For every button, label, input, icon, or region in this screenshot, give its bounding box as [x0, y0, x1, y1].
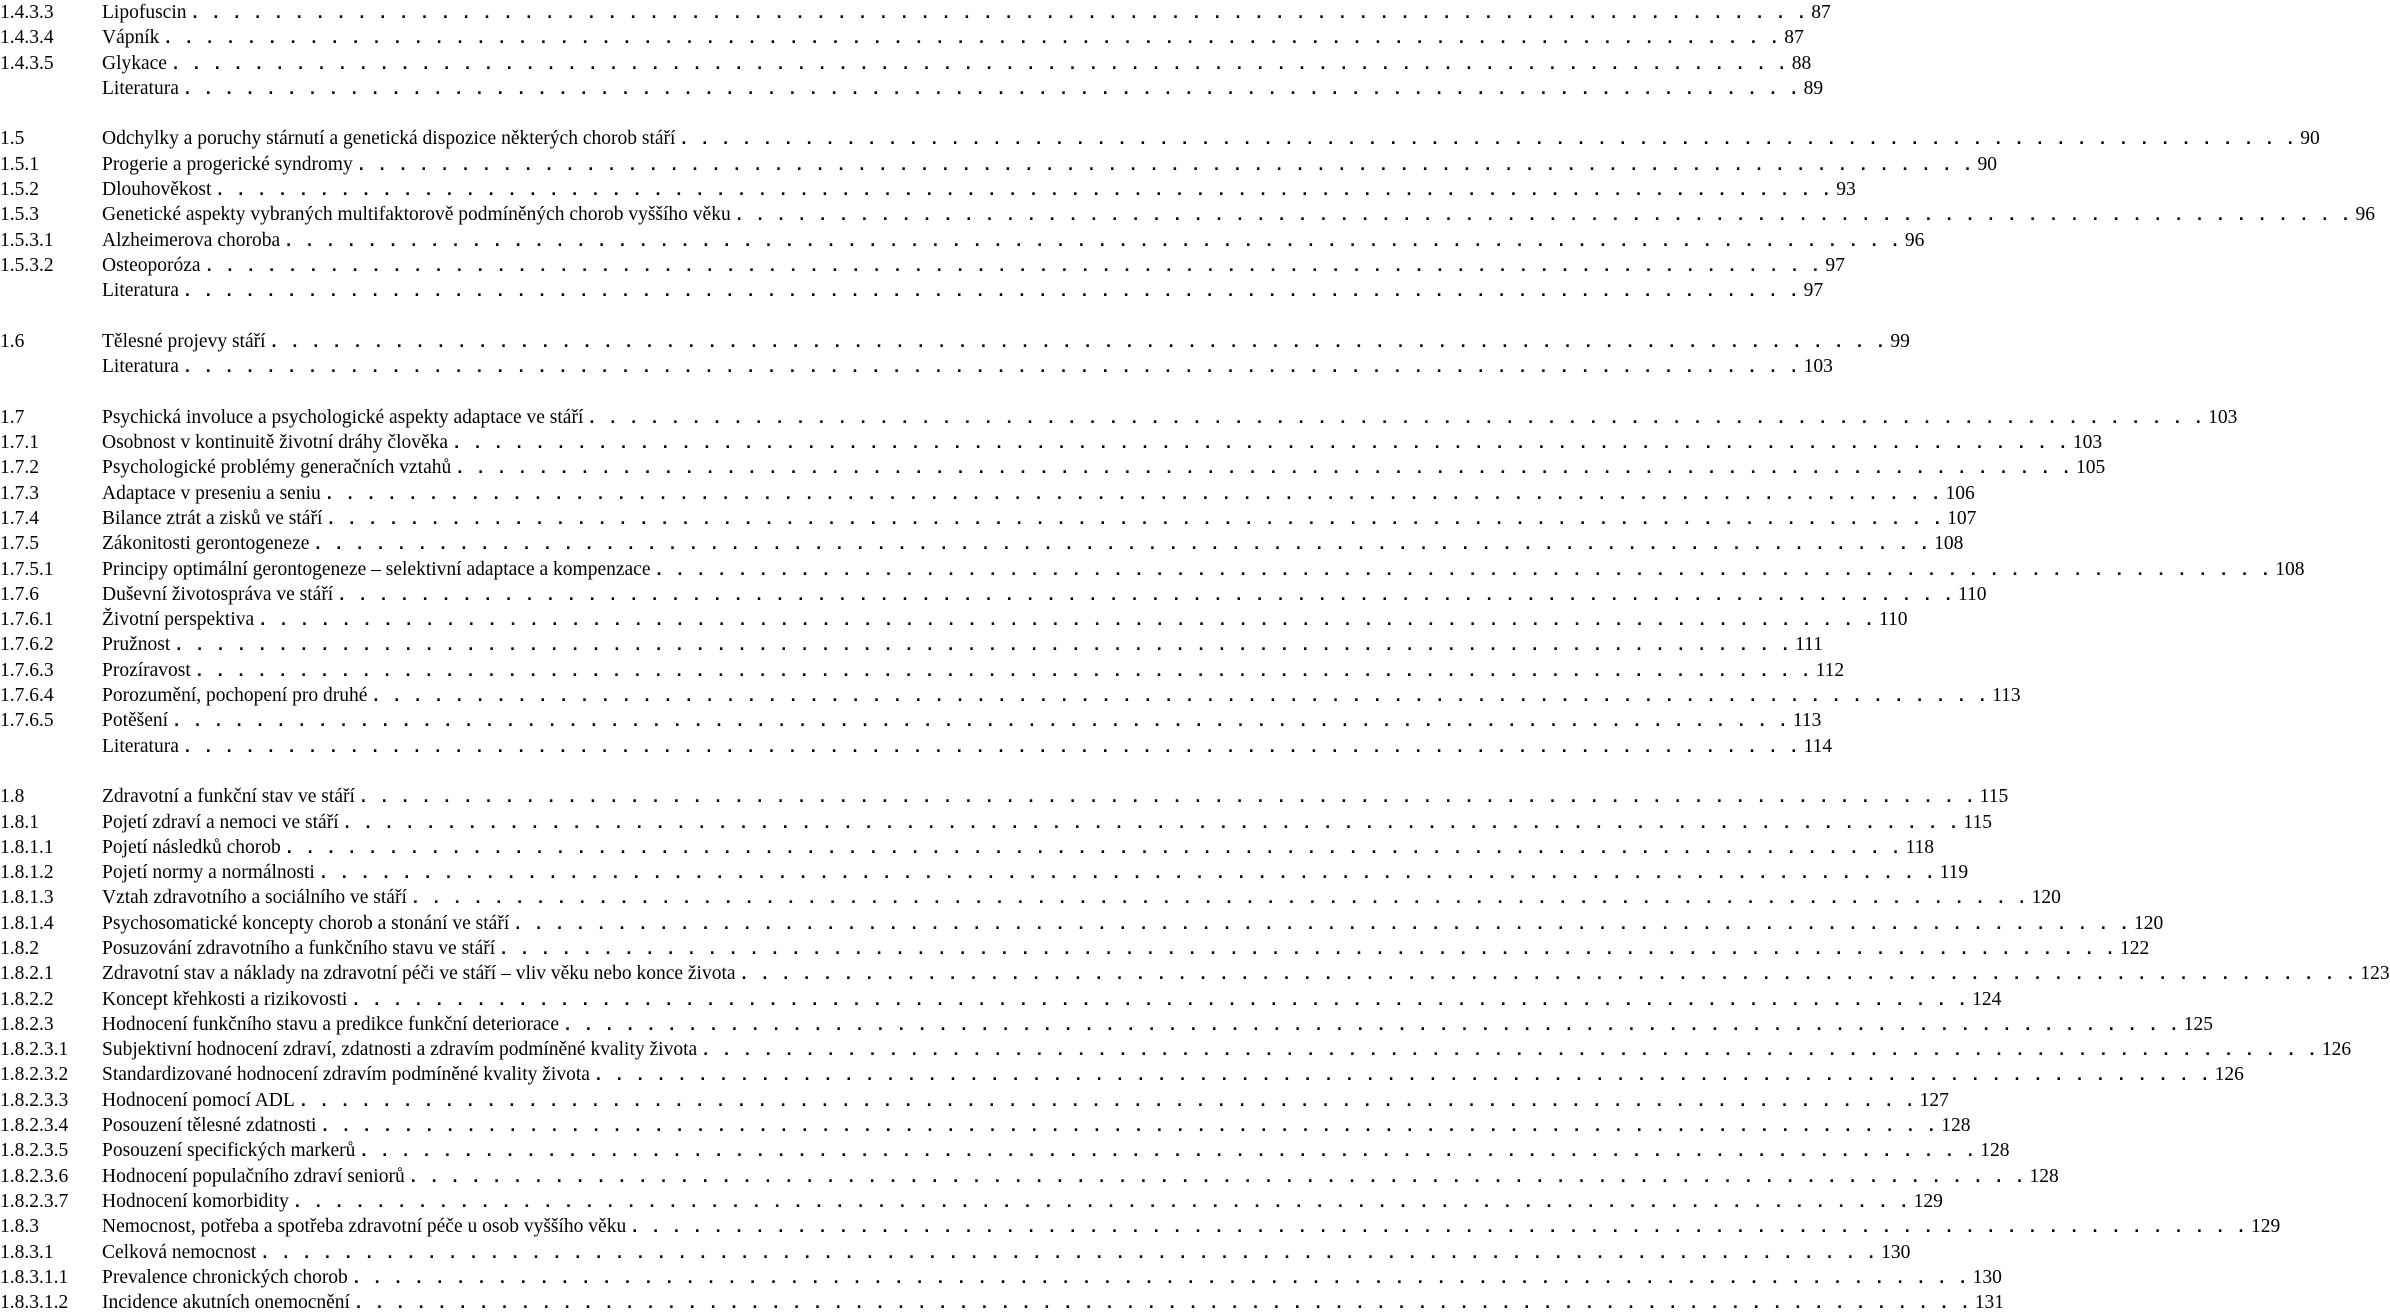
dot-leader: [740, 962, 2357, 987]
toc-entry-line: [102, 177, 1856, 203]
toc-section-number: 1.7.1: [0, 432, 39, 454]
toc-page-number: 88: [1791, 52, 1812, 74]
toc-section-number: 1.7.6.1: [0, 609, 54, 631]
toc-entry-line: [102, 76, 1824, 102]
toc-title: Osobnost v kontinuitě životní dráhy člověka: [102, 432, 449, 454]
toc-entry: [0, 582, 1987, 607]
toc-title: Posouzení specifických markerů: [102, 1140, 356, 1162]
toc-entry: [0, 607, 1908, 632]
toc-title: Porozumění, pochopení pro druhé: [102, 685, 368, 707]
toc-title: Zdravotní a funkční stav ve stáří: [102, 786, 355, 808]
toc-title: Standardizované hodnocení zdravím podmíněné kvality života: [102, 1064, 590, 1086]
toc-section-number: 1.8.1.4: [0, 912, 54, 934]
toc-entry-line: [102, 228, 1925, 254]
toc-entry: [0, 810, 1992, 835]
toc-title: Duševní životospráva ve stáří: [102, 583, 334, 605]
toc-page-number: 128: [1980, 1140, 2010, 1162]
toc-title: Literatura: [102, 735, 179, 757]
dot-leader: [190, 1, 1807, 26]
toc-entry-line: [102, 152, 1997, 178]
toc-page-number: 114: [1803, 735, 1833, 757]
dot-leader: [587, 406, 2204, 431]
toc-page-number: 118: [1905, 836, 1935, 858]
toc-page-number: 126: [2214, 1064, 2244, 1086]
toc-title: Progerie a progerické syndromy: [102, 153, 353, 175]
toc-page-number: 120: [2134, 912, 2164, 934]
toc-section-number: 1.7.5: [0, 533, 39, 555]
toc-entry-line: [102, 708, 1822, 734]
toc-title: Hodnocení funkčního stavu a predikce funkční deteriorace: [102, 1013, 559, 1035]
toc-section-number: 1.5.2: [0, 179, 39, 201]
dot-leader: [343, 811, 1960, 836]
toc-entry: [0, 1138, 2010, 1163]
toc-entry-line: [102, 1164, 2059, 1190]
toc-section-number: 1.5.1: [0, 153, 39, 175]
toc-page-number: 90: [2300, 128, 2320, 150]
toc-title: Principy optimální gerontogeneze – selektivní adaptace a kompenzace: [102, 558, 651, 580]
toc-section-number: 1.8.1: [0, 811, 39, 833]
toc-entry: [0, 76, 1824, 101]
toc-entry-line: [102, 557, 2305, 583]
toc-entry: [0, 557, 2305, 582]
toc-entry: [0, 430, 2103, 455]
toc-entry-line: [102, 1088, 1949, 1114]
toc-title: Literatura: [102, 280, 179, 302]
toc-title: Zákonitosti gerontogeneze: [102, 533, 310, 555]
toc-entry: [0, 1265, 2002, 1290]
dot-leader: [411, 886, 2028, 911]
toc-title: Adaptace v preseniu a seniu: [102, 482, 321, 504]
dot-leader: [499, 937, 2116, 962]
toc-section-number: 1.8.2.3.6: [0, 1165, 69, 1187]
toc-entry: [0, 531, 1964, 556]
toc-entry: [0, 860, 1969, 885]
toc-section-number: 1.8.2.1: [0, 963, 54, 985]
toc-page-number: 129: [2250, 1216, 2281, 1238]
toc-entry: [0, 177, 1856, 202]
toc-page-number: 119: [1939, 862, 1969, 884]
toc-title: Literatura: [102, 356, 179, 378]
dot-leader: [174, 633, 1791, 658]
toc-entry-line: [102, 405, 2238, 431]
dot-leader: [258, 608, 1875, 633]
dot-leader: [183, 735, 1800, 760]
toc-section-number: 1.8.2.2: [0, 988, 54, 1010]
toc-section-number: 1.8.2.3.7: [0, 1190, 69, 1212]
toc-entry-line: [102, 734, 1833, 760]
toc-section-number: 1.7.6.5: [0, 710, 54, 732]
toc-entry: [0, 506, 1977, 531]
dot-leader: [409, 1165, 2026, 1190]
toc-title: Hodnocení pomocí ADL: [102, 1089, 295, 1111]
dot-leader: [735, 203, 2352, 228]
toc-entry-line: [102, 936, 2150, 962]
toc-title: Posouzení tělesné zdatnosti: [102, 1115, 317, 1137]
toc-entry: [0, 278, 1824, 303]
toc-entry: [0, 632, 1823, 657]
toc-page-number: 96: [1904, 229, 1925, 251]
toc-entry-line: [102, 632, 1823, 658]
toc-entry: [0, 1189, 1943, 1214]
toc-page-number: 105: [2076, 457, 2106, 479]
toc-entry-line: [102, 329, 1910, 355]
toc-entry-line: [102, 506, 1977, 532]
toc-entry-line: [102, 1265, 2002, 1291]
toc-entry-line: [102, 1138, 2010, 1164]
toc-page-number: 130: [1881, 1241, 1911, 1263]
toc-section-number: 1.7.6.2: [0, 634, 54, 656]
dot-leader: [215, 178, 1832, 203]
toc-page-number: 110: [1958, 583, 1987, 605]
toc-section-number: 1.4.3.4: [0, 27, 54, 49]
toc-entry-line: [102, 51, 1812, 77]
toc-entry-line: [102, 202, 2375, 228]
dot-leader: [205, 254, 1822, 279]
toc-title: Životní perspektiva: [102, 609, 255, 631]
toc-entry-line: [102, 531, 1964, 557]
toc-page-number: 122: [2119, 937, 2150, 959]
toc-page-number: 97: [1803, 280, 1824, 302]
dot-leader: [630, 1215, 2247, 1240]
toc-section-number: 1.4.3.5: [0, 52, 54, 74]
dot-leader: [319, 861, 1936, 886]
toc-section-number: 1.5: [0, 128, 25, 150]
toc-page-number: 126: [2321, 1039, 2352, 1061]
toc-page-number: 128: [2029, 1165, 2059, 1187]
toc-page-number: 96: [2355, 204, 2375, 226]
toc-entry-line: [102, 481, 1975, 507]
toc-title: Celková nemocnost: [102, 1241, 257, 1263]
toc-title: Psychologické problémy generačních vztahů: [102, 457, 452, 479]
toc-page-number: 99: [1890, 330, 1910, 352]
toc-page-number: 128: [1941, 1115, 1971, 1137]
toc-section-number: 1.4.3.3: [0, 2, 54, 23]
toc-entry-line: [102, 1240, 1911, 1266]
toc-title: Prozíravost: [102, 659, 191, 681]
toc-entry: [0, 405, 2238, 430]
toc-entry: [0, 1290, 2005, 1315]
dot-leader: [326, 507, 1943, 532]
toc-page-number: 103: [2072, 432, 2103, 454]
toc-page-number: 112: [1815, 659, 1845, 681]
dot-leader: [359, 785, 1976, 810]
dot-leader: [563, 1013, 2180, 1038]
toc-entry: [0, 51, 1812, 76]
toc-entry-line: [102, 987, 2002, 1013]
toc-section-number: 1.8.2.3: [0, 1013, 54, 1035]
dot-leader: [452, 431, 2069, 456]
toc-title: Koncept křehkosti a rizikovosti: [102, 988, 348, 1010]
toc-title: Dlouhověkost: [102, 179, 212, 201]
dot-leader: [284, 229, 1901, 254]
toc-page-number: 103: [1803, 356, 1833, 378]
toc-entry-line: [102, 784, 2009, 810]
toc-entry-line: [102, 658, 1845, 684]
dot-leader: [183, 355, 1800, 380]
toc-section-number: 1.8.3.1.2: [0, 1292, 69, 1314]
toc-title: Prevalence chronických chorob: [102, 1266, 348, 1288]
toc-section-number: 1.7.3: [0, 482, 39, 504]
toc-entry: [0, 1164, 2059, 1189]
toc-entry-line: [102, 25, 1804, 51]
toc-page-number: 127: [1919, 1089, 1949, 1111]
dot-leader: [513, 912, 2130, 937]
toc-entry-line: [102, 1113, 1971, 1139]
toc-entry-line: [102, 1062, 2244, 1088]
toc-section-number: 1.5.3.1: [0, 229, 54, 251]
dot-leader: [313, 532, 1930, 557]
toc-title: Pojetí normy a normálnosti: [102, 862, 315, 884]
dot-leader: [285, 836, 1902, 861]
toc-entry-line: [102, 354, 1833, 380]
toc-entry-line: [102, 885, 2061, 911]
toc-page-number: 107: [1947, 507, 1977, 529]
toc-section-number: 1.8.2.3.5: [0, 1140, 69, 1162]
toc-section-number: 1.7.6.3: [0, 659, 54, 681]
toc-entry: [0, 885, 2061, 910]
toc-entry: [0, 734, 1833, 759]
dot-leader: [195, 659, 1812, 684]
toc-title: Genetické aspekty vybraných multifaktorově podmíněných chorob vyššího věku: [102, 204, 731, 226]
toc-page-number: 89: [1803, 77, 1824, 99]
toc-title: Vztah zdravotního a sociálního ve stáří: [102, 887, 407, 909]
toc-page-number: 125: [2183, 1013, 2214, 1035]
toc-section-number: 1.8.3.1.1: [0, 1266, 69, 1288]
dot-leader: [293, 1190, 1910, 1215]
toc-page-number: 115: [1963, 811, 1992, 833]
toc-title: Literatura: [102, 77, 179, 99]
toc-entry: [0, 683, 2021, 708]
dot-leader: [655, 558, 2272, 583]
toc-entry-line: [102, 911, 2164, 937]
toc-entry: [0, 1113, 1971, 1138]
dot-leader: [371, 684, 1988, 709]
dot-leader: [325, 482, 1942, 507]
toc-entry-line: [102, 582, 1987, 608]
toc-section-number: 1.8.3: [0, 1216, 39, 1238]
toc-section-number: 1.7.6: [0, 583, 39, 605]
toc-page-number: 97: [1825, 254, 1845, 276]
toc-page-number: 108: [2275, 558, 2305, 580]
toc-section-number: 1.5.3.2: [0, 254, 54, 276]
toc-entry-line: [102, 1037, 2352, 1063]
dot-leader: [354, 1291, 1971, 1316]
toc-title: Zdravotní stav a náklady na zdravotní péči ve stáří – vliv věku nebo konce života: [102, 963, 736, 985]
toc-section-number: 1.5.3: [0, 204, 39, 226]
toc-page-number: 129: [1913, 1190, 1943, 1212]
toc-entry-line: [102, 860, 1969, 886]
toc-entry: [0, 961, 2390, 986]
toc-entry: [0, 911, 2164, 936]
toc-title: Subjektivní hodnocení zdraví, zdatnosti a zdravím podmíněné kvality života: [102, 1039, 698, 1061]
toc-entry-line: [102, 835, 1935, 861]
toc-page-number: 106: [1945, 482, 1975, 504]
toc-entry: [0, 152, 1997, 177]
toc-section-number: 1.6: [0, 330, 25, 352]
toc-section-number: 1.7.5.1: [0, 558, 54, 580]
toc-title: Osteoporóza: [102, 254, 201, 276]
dot-leader: [594, 1063, 2211, 1088]
toc-entry: [0, 1037, 2352, 1062]
toc-entry-line: [102, 1189, 1943, 1215]
toc-entry: [0, 25, 1804, 50]
toc-page-number: 124: [1972, 988, 2002, 1010]
toc-section-number: 1.8.2.3.1: [0, 1039, 69, 1061]
toc-entry: [0, 253, 1845, 278]
toc-entry-line: [102, 1290, 2005, 1316]
dot-leader: [163, 26, 1780, 51]
toc-section-number: 1.8.2.3.4: [0, 1115, 69, 1137]
toc-entry: [0, 455, 2106, 480]
dot-leader: [172, 709, 1789, 734]
toc-title: Psychická involuce a psychologické aspekty adaptace ve stáří: [102, 406, 584, 428]
toc-page-number: 130: [1972, 1266, 2002, 1288]
toc-page-number: 87: [1811, 2, 1831, 23]
toc-page-number: 131: [1974, 1292, 2005, 1314]
dot-leader: [679, 127, 2296, 152]
toc-entry: [0, 1012, 2214, 1037]
toc-section-number: 1.7.2: [0, 457, 39, 479]
toc-page-number: 115: [1979, 786, 2009, 808]
toc-title: Odchylky a poruchy stárnutí a genetická dispozice některých chorob stáří: [102, 128, 676, 150]
toc-page-number: 111: [1795, 634, 1823, 656]
toc-entry: [0, 1062, 2244, 1087]
toc-section-number: 1.8.1.2: [0, 862, 54, 884]
dot-leader: [183, 77, 1800, 102]
dot-leader: [270, 330, 1887, 355]
dot-leader: [357, 153, 1974, 178]
toc-entry-line: [102, 0, 1831, 26]
toc-entry: [0, 0, 1831, 25]
toc-section-number: 1.8.3.1: [0, 1241, 54, 1263]
toc-section-number: 1.8.1.3: [0, 887, 54, 909]
toc-page-number: 87: [1784, 27, 1804, 49]
toc-section-number: 1.8.1.1: [0, 836, 54, 858]
toc-entry: [0, 1240, 1911, 1265]
toc-title: Pružnost: [102, 634, 171, 656]
toc-page-number: 108: [1934, 533, 1964, 555]
toc-title: Tělesné projevy stáří: [102, 330, 266, 352]
toc-entry-line: [102, 607, 1908, 633]
toc-title: Nemocnost, potřeba a spotřeba zdravotní péče u osob vyššího věku: [102, 1216, 627, 1238]
toc-entry: [0, 835, 1935, 860]
toc-section-number: 1.8.2.3.2: [0, 1064, 69, 1086]
dot-leader: [183, 279, 1800, 304]
toc-entry: [0, 658, 1845, 683]
toc-entry: [0, 1214, 2281, 1239]
toc-title: Alzheimerova choroba: [102, 229, 281, 251]
dot-leader: [337, 583, 1954, 608]
toc-entry: [0, 354, 1833, 379]
toc-title: Lipofuscin: [102, 2, 187, 23]
toc-entry-line: [102, 278, 1824, 304]
toc-entry: [0, 329, 1910, 354]
toc-entry-line: [102, 253, 1845, 279]
toc-page-number: 123: [2360, 963, 2390, 985]
toc-page-number: 110: [1878, 609, 1908, 631]
toc-title: Glykace: [102, 52, 167, 74]
toc-page-number: 113: [1992, 685, 2021, 707]
toc-section-number: 1.7.6.4: [0, 685, 54, 707]
toc-title: Incidence akutních onemocnění: [102, 1292, 350, 1314]
dot-leader: [359, 1139, 1976, 1164]
dot-leader: [455, 456, 2072, 481]
toc-section-number: 1.7.4: [0, 507, 39, 529]
toc-entry-line: [102, 126, 2320, 152]
toc-entry-line: [102, 1214, 2281, 1240]
toc-entry: [0, 481, 1975, 506]
toc-entry: [0, 784, 2009, 809]
toc-section-number: 1.7: [0, 406, 25, 428]
toc-section-number: 1.8.2.3.3: [0, 1089, 69, 1111]
dot-leader: [352, 1266, 1969, 1291]
toc-entry-line: [102, 430, 2103, 456]
dot-leader: [299, 1089, 1916, 1114]
toc-entry-line: [102, 961, 2390, 987]
toc-title: Hodnocení populačního zdraví seniorů: [102, 1165, 405, 1187]
dot-leader: [260, 1241, 1877, 1266]
toc-title: Potěšení: [102, 710, 169, 732]
toc-page-number: 113: [1792, 710, 1822, 732]
toc-entry: [0, 708, 1822, 733]
toc-section-number: 1.8.2: [0, 937, 39, 959]
toc-page-number: 90: [1977, 153, 1997, 175]
toc-entry: [0, 987, 2002, 1012]
toc-entry: [0, 126, 2320, 151]
toc-title: Psychosomatické koncepty chorob a stonání ve stáří: [102, 912, 510, 934]
dot-leader: [171, 52, 1788, 77]
toc-entry: [0, 202, 2375, 227]
toc-section-number: 1.8: [0, 786, 25, 808]
toc-title: Bilance ztrát a zisků ve stáří: [102, 507, 323, 529]
toc-entry-line: [102, 683, 2021, 709]
dot-leader: [320, 1114, 1937, 1139]
dot-leader: [351, 988, 1968, 1013]
toc-page-number: 120: [2031, 887, 2061, 909]
toc-title: Pojetí zdraví a nemoci ve stáří: [102, 811, 339, 833]
toc-entry-line: [102, 810, 1992, 836]
toc-entry: [0, 228, 1925, 253]
dot-leader: [701, 1038, 2318, 1063]
toc-page-number: 93: [1836, 179, 1856, 201]
toc-entry: [0, 936, 2150, 961]
toc-entry: [0, 1088, 1949, 1113]
toc-title: Posuzování zdravotního a funkčního stavu ve stáří: [102, 937, 496, 959]
toc-title: Vápník: [102, 27, 160, 49]
toc-entry-line: [102, 1012, 2214, 1038]
toc-page-number: 103: [2208, 406, 2238, 428]
toc-title: Hodnocení komorbidity: [102, 1190, 289, 1212]
toc-title: Pojetí následků chorob: [102, 836, 281, 858]
toc-entry-line: [102, 455, 2106, 481]
